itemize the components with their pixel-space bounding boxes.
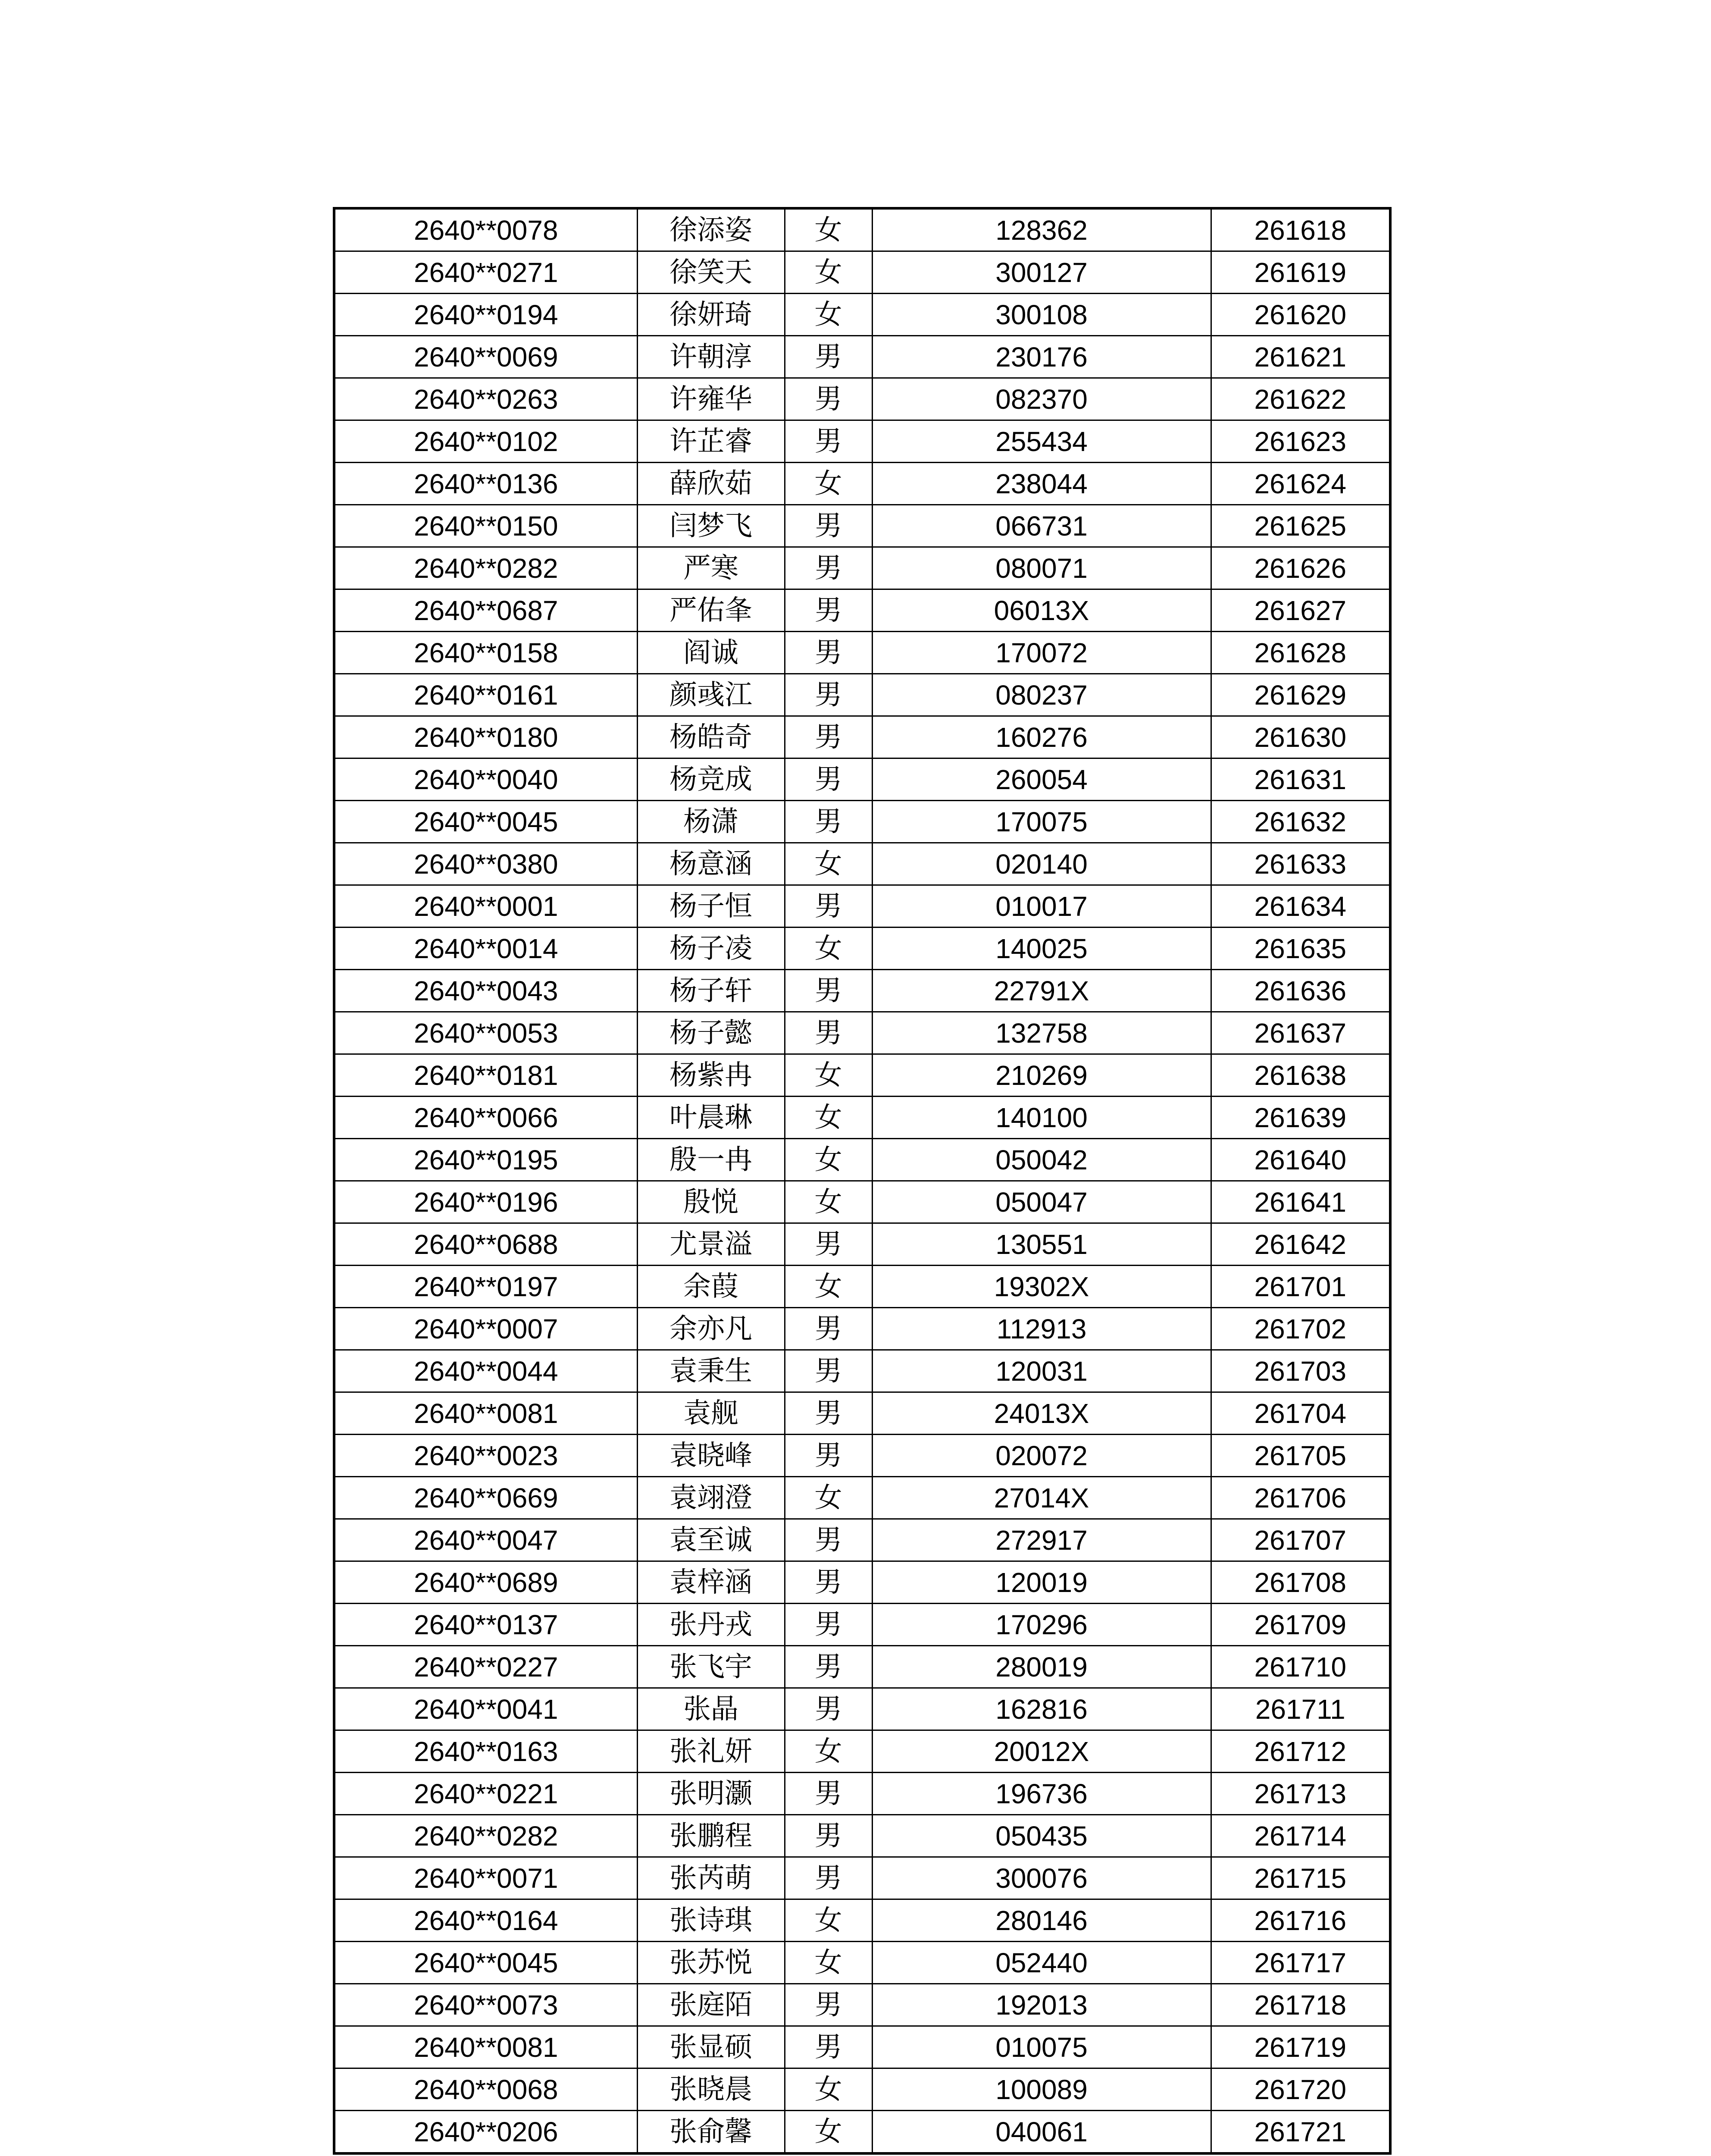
id-suffix-cell: 260054: [872, 758, 1211, 801]
table-row: [334, 420, 1390, 463]
seat-number-cell: 261642: [1211, 1223, 1390, 1266]
name-cell: 张显硕: [637, 2026, 785, 2068]
name-cell: 张俞馨: [637, 2111, 785, 2154]
id-suffix-cell: 27014X: [872, 1477, 1211, 1519]
seat-number-cell: 261624: [1211, 463, 1390, 505]
gender-cell: 男: [785, 885, 872, 928]
id-suffix-cell: 130551: [872, 1223, 1211, 1266]
id-suffix-cell: 120031: [872, 1350, 1211, 1392]
seat-number-cell: 261717: [1211, 1942, 1390, 1984]
name-cell: 袁舰: [637, 1392, 785, 1435]
roster-table: [333, 207, 1392, 2155]
seat-number-cell: 261634: [1211, 885, 1390, 928]
exam-number-cell: 2640**0282: [334, 1815, 637, 1857]
seat-number-cell: 261705: [1211, 1435, 1390, 1477]
gender-cell: 女: [785, 1942, 872, 1984]
gender-cell: 男: [785, 547, 872, 589]
exam-number-cell: 2640**0001: [334, 885, 637, 928]
seat-number-cell: 261641: [1211, 1181, 1390, 1223]
seat-number-cell: 261618: [1211, 208, 1390, 251]
id-suffix-cell: 050042: [872, 1139, 1211, 1181]
table-row: [334, 674, 1390, 716]
seat-number-cell: 261619: [1211, 251, 1390, 294]
gender-cell: 女: [785, 463, 872, 505]
exam-number-cell: 2640**0023: [334, 1435, 637, 1477]
name-cell: 张芮萌: [637, 1857, 785, 1899]
seat-number-cell: 261627: [1211, 589, 1390, 632]
name-cell: 杨竞成: [637, 758, 785, 801]
gender-cell: 男: [785, 420, 872, 463]
exam-number-cell: 2640**0102: [334, 420, 637, 463]
id-suffix-cell: 162816: [872, 1688, 1211, 1730]
exam-number-cell: 2640**0045: [334, 1942, 637, 1984]
gender-cell: 男: [785, 674, 872, 716]
table-row: [334, 1688, 1390, 1730]
exam-number-cell: 2640**0282: [334, 547, 637, 589]
exam-number-cell: 2640**0271: [334, 251, 637, 294]
seat-number-cell: 261713: [1211, 1773, 1390, 1815]
exam-number-cell: 2640**0227: [334, 1646, 637, 1688]
exam-number-cell: 2640**0137: [334, 1604, 637, 1646]
exam-number-cell: 2640**0164: [334, 1899, 637, 1942]
exam-number-cell: 2640**0150: [334, 505, 637, 547]
gender-cell: 男: [785, 1308, 872, 1350]
seat-number-cell: 261639: [1211, 1097, 1390, 1139]
seat-number-cell: 261701: [1211, 1266, 1390, 1308]
seat-number-cell: 261631: [1211, 758, 1390, 801]
table-row: [334, 1646, 1390, 1688]
table-row: [334, 1350, 1390, 1392]
gender-cell: 男: [785, 1392, 872, 1435]
exam-number-cell: 2640**0180: [334, 716, 637, 758]
table-row: [334, 928, 1390, 970]
seat-number-cell: 261635: [1211, 928, 1390, 970]
gender-cell: 女: [785, 1899, 872, 1942]
gender-cell: 男: [785, 970, 872, 1012]
seat-number-cell: 261709: [1211, 1604, 1390, 1646]
gender-cell: 女: [785, 2068, 872, 2111]
id-suffix-cell: 128362: [872, 208, 1211, 251]
gender-cell: 男: [785, 1984, 872, 2026]
id-suffix-cell: 280019: [872, 1646, 1211, 1688]
table-row: [334, 1266, 1390, 1308]
table-row: [334, 547, 1390, 589]
gender-cell: 男: [785, 1815, 872, 1857]
seat-number-cell: 261706: [1211, 1477, 1390, 1519]
gender-cell: 女: [785, 1477, 872, 1519]
table-row: [334, 632, 1390, 674]
exam-number-cell: 2640**0206: [334, 2111, 637, 2154]
seat-number-cell: 261630: [1211, 716, 1390, 758]
name-cell: 袁秉生: [637, 1350, 785, 1392]
id-suffix-cell: 120019: [872, 1561, 1211, 1604]
id-suffix-cell: 255434: [872, 420, 1211, 463]
table-row: [334, 1054, 1390, 1097]
seat-number-cell: 261714: [1211, 1815, 1390, 1857]
seat-number-cell: 261632: [1211, 801, 1390, 843]
id-suffix-cell: 170075: [872, 801, 1211, 843]
id-suffix-cell: 210269: [872, 1054, 1211, 1097]
name-cell: 颜彧江: [637, 674, 785, 716]
id-suffix-cell: 082370: [872, 378, 1211, 420]
table-row: [334, 1519, 1390, 1561]
name-cell: 杨子懿: [637, 1012, 785, 1054]
name-cell: 薛欣茹: [637, 463, 785, 505]
id-suffix-cell: 280146: [872, 1899, 1211, 1942]
id-suffix-cell: 160276: [872, 716, 1211, 758]
exam-number-cell: 2640**0687: [334, 589, 637, 632]
name-cell: 杨子恒: [637, 885, 785, 928]
name-cell: 徐添姿: [637, 208, 785, 251]
gender-cell: 男: [785, 589, 872, 632]
gender-cell: 男: [785, 2026, 872, 2068]
table-row: [334, 1561, 1390, 1604]
exam-number-cell: 2640**0053: [334, 1012, 637, 1054]
name-cell: 杨皓奇: [637, 716, 785, 758]
table-row: [334, 1899, 1390, 1942]
table-row: [334, 2026, 1390, 2068]
id-suffix-cell: 238044: [872, 463, 1211, 505]
gender-cell: 男: [785, 1773, 872, 1815]
name-cell: 杨紫冉: [637, 1054, 785, 1097]
exam-number-cell: 2640**0043: [334, 970, 637, 1012]
name-cell: 袁翊澄: [637, 1477, 785, 1519]
name-cell: 张丹戎: [637, 1604, 785, 1646]
table-row: [334, 885, 1390, 928]
seat-number-cell: 261712: [1211, 1730, 1390, 1773]
exam-number-cell: 2640**0161: [334, 674, 637, 716]
gender-cell: 女: [785, 1054, 872, 1097]
table-row: [334, 1392, 1390, 1435]
name-cell: 张礼妍: [637, 1730, 785, 1773]
gender-cell: 男: [785, 336, 872, 378]
name-cell: 杨潇: [637, 801, 785, 843]
name-cell: 徐妍琦: [637, 294, 785, 336]
name-cell: 张鹏程: [637, 1815, 785, 1857]
seat-number-cell: 261703: [1211, 1350, 1390, 1392]
table-row: [334, 1308, 1390, 1350]
table-row: [334, 1604, 1390, 1646]
table-row: [334, 1773, 1390, 1815]
exam-number-cell: 2640**0040: [334, 758, 637, 801]
id-suffix-cell: 06013X: [872, 589, 1211, 632]
id-suffix-cell: 170296: [872, 1604, 1211, 1646]
name-cell: 余亦凡: [637, 1308, 785, 1350]
seat-number-cell: 261628: [1211, 632, 1390, 674]
name-cell: 严寒: [637, 547, 785, 589]
gender-cell: 女: [785, 1181, 872, 1223]
name-cell: 许芷睿: [637, 420, 785, 463]
name-cell: 徐笑天: [637, 251, 785, 294]
table-row: [334, 2068, 1390, 2111]
id-suffix-cell: 24013X: [872, 1392, 1211, 1435]
gender-cell: 女: [785, 1266, 872, 1308]
exam-number-cell: 2640**0263: [334, 378, 637, 420]
id-suffix-cell: 112913: [872, 1308, 1211, 1350]
id-suffix-cell: 080237: [872, 674, 1211, 716]
exam-number-cell: 2640**0221: [334, 1773, 637, 1815]
seat-number-cell: 261638: [1211, 1054, 1390, 1097]
name-cell: 余葭: [637, 1266, 785, 1308]
exam-number-cell: 2640**0066: [334, 1097, 637, 1139]
name-cell: 张苏悦: [637, 1942, 785, 1984]
id-suffix-cell: 080071: [872, 547, 1211, 589]
seat-number-cell: 261621: [1211, 336, 1390, 378]
id-suffix-cell: 010017: [872, 885, 1211, 928]
name-cell: 袁至诚: [637, 1519, 785, 1561]
seat-number-cell: 261629: [1211, 674, 1390, 716]
name-cell: 杨子轩: [637, 970, 785, 1012]
id-suffix-cell: 22791X: [872, 970, 1211, 1012]
seat-number-cell: 261626: [1211, 547, 1390, 589]
name-cell: 张诗琪: [637, 1899, 785, 1942]
exam-number-cell: 2640**0194: [334, 294, 637, 336]
name-cell: 严佑夆: [637, 589, 785, 632]
table-row: [334, 801, 1390, 843]
table-row: [334, 378, 1390, 420]
name-cell: 叶晨琳: [637, 1097, 785, 1139]
gender-cell: 女: [785, 1097, 872, 1139]
gender-cell: 女: [785, 294, 872, 336]
table-row: [334, 1139, 1390, 1181]
id-suffix-cell: 100089: [872, 2068, 1211, 2111]
id-suffix-cell: 020140: [872, 843, 1211, 885]
gender-cell: 男: [785, 1688, 872, 1730]
gender-cell: 男: [785, 1435, 872, 1477]
seat-number-cell: 261721: [1211, 2111, 1390, 2154]
gender-cell: 女: [785, 928, 872, 970]
gender-cell: 男: [785, 1012, 872, 1054]
gender-cell: 男: [785, 801, 872, 843]
id-suffix-cell: 140025: [872, 928, 1211, 970]
table-row: [334, 1984, 1390, 2026]
id-suffix-cell: 010075: [872, 2026, 1211, 2068]
exam-number-cell: 2640**0047: [334, 1519, 637, 1561]
exam-number-cell: 2640**0197: [334, 1266, 637, 1308]
table-row: [334, 463, 1390, 505]
exam-number-cell: 2640**0041: [334, 1688, 637, 1730]
name-cell: 张庭陌: [637, 1984, 785, 2026]
gender-cell: 男: [785, 1350, 872, 1392]
name-cell: 殷悦: [637, 1181, 785, 1223]
gender-cell: 男: [785, 1561, 872, 1604]
seat-number-cell: 261640: [1211, 1139, 1390, 1181]
table-row: [334, 336, 1390, 378]
table-row: [334, 1477, 1390, 1519]
seat-number-cell: 261702: [1211, 1308, 1390, 1350]
gender-cell: 男: [785, 1646, 872, 1688]
seat-number-cell: 261716: [1211, 1899, 1390, 1942]
roster-body: [334, 208, 1390, 2153]
exam-number-cell: 2640**0078: [334, 208, 637, 251]
seat-number-cell: 261623: [1211, 420, 1390, 463]
table-row: [334, 294, 1390, 336]
table-row: [334, 1223, 1390, 1266]
name-cell: 杨子凌: [637, 928, 785, 970]
table-row: [334, 505, 1390, 547]
id-suffix-cell: 192013: [872, 1984, 1211, 2026]
table-row: [334, 589, 1390, 632]
seat-number-cell: 261715: [1211, 1857, 1390, 1899]
gender-cell: 男: [785, 716, 872, 758]
seat-number-cell: 261636: [1211, 970, 1390, 1012]
name-cell: 张明灏: [637, 1773, 785, 1815]
table-row: [334, 1942, 1390, 1984]
seat-number-cell: 261704: [1211, 1392, 1390, 1435]
id-suffix-cell: 300108: [872, 294, 1211, 336]
gender-cell: 男: [785, 758, 872, 801]
exam-number-cell: 2640**0081: [334, 2026, 637, 2068]
exam-number-cell: 2640**0136: [334, 463, 637, 505]
id-suffix-cell: 196736: [872, 1773, 1211, 1815]
gender-cell: 男: [785, 1519, 872, 1561]
exam-number-cell: 2640**0071: [334, 1857, 637, 1899]
exam-number-cell: 2640**0158: [334, 632, 637, 674]
gender-cell: 男: [785, 1604, 872, 1646]
name-cell: 殷一冉: [637, 1139, 785, 1181]
gender-cell: 女: [785, 1730, 872, 1773]
gender-cell: 女: [785, 208, 872, 251]
table-row: [334, 716, 1390, 758]
exam-number-cell: 2640**0073: [334, 1984, 637, 2026]
id-suffix-cell: 050047: [872, 1181, 1211, 1223]
exam-number-cell: 2640**0689: [334, 1561, 637, 1604]
id-suffix-cell: 20012X: [872, 1730, 1211, 1773]
gender-cell: 女: [785, 2111, 872, 2154]
gender-cell: 男: [785, 505, 872, 547]
gender-cell: 女: [785, 251, 872, 294]
seat-number-cell: 261620: [1211, 294, 1390, 336]
exam-number-cell: 2640**0068: [334, 2068, 637, 2111]
seat-number-cell: 261637: [1211, 1012, 1390, 1054]
seat-number-cell: 261710: [1211, 1646, 1390, 1688]
table-row: [334, 1857, 1390, 1899]
name-cell: 许雍华: [637, 378, 785, 420]
name-cell: 杨意涵: [637, 843, 785, 885]
seat-number-cell: 261718: [1211, 1984, 1390, 2026]
table-row: [334, 1181, 1390, 1223]
seat-number-cell: 261633: [1211, 843, 1390, 885]
table-row: [334, 843, 1390, 885]
name-cell: 袁梓涵: [637, 1561, 785, 1604]
table-row: [334, 251, 1390, 294]
table-row: [334, 208, 1390, 251]
table-row: [334, 1730, 1390, 1773]
seat-number-cell: 261720: [1211, 2068, 1390, 2111]
name-cell: 张飞宇: [637, 1646, 785, 1688]
id-suffix-cell: 040061: [872, 2111, 1211, 2154]
seat-number-cell: 261711: [1211, 1688, 1390, 1730]
exam-number-cell: 2640**0163: [334, 1730, 637, 1773]
id-suffix-cell: 140100: [872, 1097, 1211, 1139]
id-suffix-cell: 050435: [872, 1815, 1211, 1857]
seat-number-cell: 261622: [1211, 378, 1390, 420]
id-suffix-cell: 272917: [872, 1519, 1211, 1561]
exam-number-cell: 2640**0380: [334, 843, 637, 885]
exam-number-cell: 2640**0045: [334, 801, 637, 843]
exam-number-cell: 2640**0195: [334, 1139, 637, 1181]
id-suffix-cell: 170072: [872, 632, 1211, 674]
name-cell: 张晓晨: [637, 2068, 785, 2111]
gender-cell: 女: [785, 843, 872, 885]
seat-number-cell: 261707: [1211, 1519, 1390, 1561]
gender-cell: 男: [785, 378, 872, 420]
exam-number-cell: 2640**0688: [334, 1223, 637, 1266]
name-cell: 袁晓峰: [637, 1435, 785, 1477]
table-row: [334, 2111, 1390, 2154]
exam-number-cell: 2640**0081: [334, 1392, 637, 1435]
id-suffix-cell: 132758: [872, 1012, 1211, 1054]
gender-cell: 女: [785, 1139, 872, 1181]
name-cell: 闫梦飞: [637, 505, 785, 547]
id-suffix-cell: 052440: [872, 1942, 1211, 1984]
exam-number-cell: 2640**0044: [334, 1350, 637, 1392]
exam-number-cell: 2640**0014: [334, 928, 637, 970]
exam-number-cell: 2640**0181: [334, 1054, 637, 1097]
seat-number-cell: 261625: [1211, 505, 1390, 547]
name-cell: 张晶: [637, 1688, 785, 1730]
id-suffix-cell: 230176: [872, 336, 1211, 378]
id-suffix-cell: 300076: [872, 1857, 1211, 1899]
id-suffix-cell: 020072: [872, 1435, 1211, 1477]
id-suffix-cell: 066731: [872, 505, 1211, 547]
table-row: [334, 758, 1390, 801]
exam-number-cell: 2640**0669: [334, 1477, 637, 1519]
table-row: [334, 1435, 1390, 1477]
exam-number-cell: 2640**0007: [334, 1308, 637, 1350]
table-row: [334, 1815, 1390, 1857]
seat-number-cell: 261719: [1211, 2026, 1390, 2068]
name-cell: 尤景溢: [637, 1223, 785, 1266]
table-row: [334, 1097, 1390, 1139]
gender-cell: 男: [785, 1223, 872, 1266]
exam-number-cell: 2640**0069: [334, 336, 637, 378]
seat-number-cell: 261708: [1211, 1561, 1390, 1604]
id-suffix-cell: 19302X: [872, 1266, 1211, 1308]
table-row: [334, 970, 1390, 1012]
gender-cell: 男: [785, 1857, 872, 1899]
table-row: [334, 1012, 1390, 1054]
name-cell: 许朝淳: [637, 336, 785, 378]
name-cell: 阎诚: [637, 632, 785, 674]
exam-number-cell: 2640**0196: [334, 1181, 637, 1223]
id-suffix-cell: 300127: [872, 251, 1211, 294]
gender-cell: 男: [785, 632, 872, 674]
